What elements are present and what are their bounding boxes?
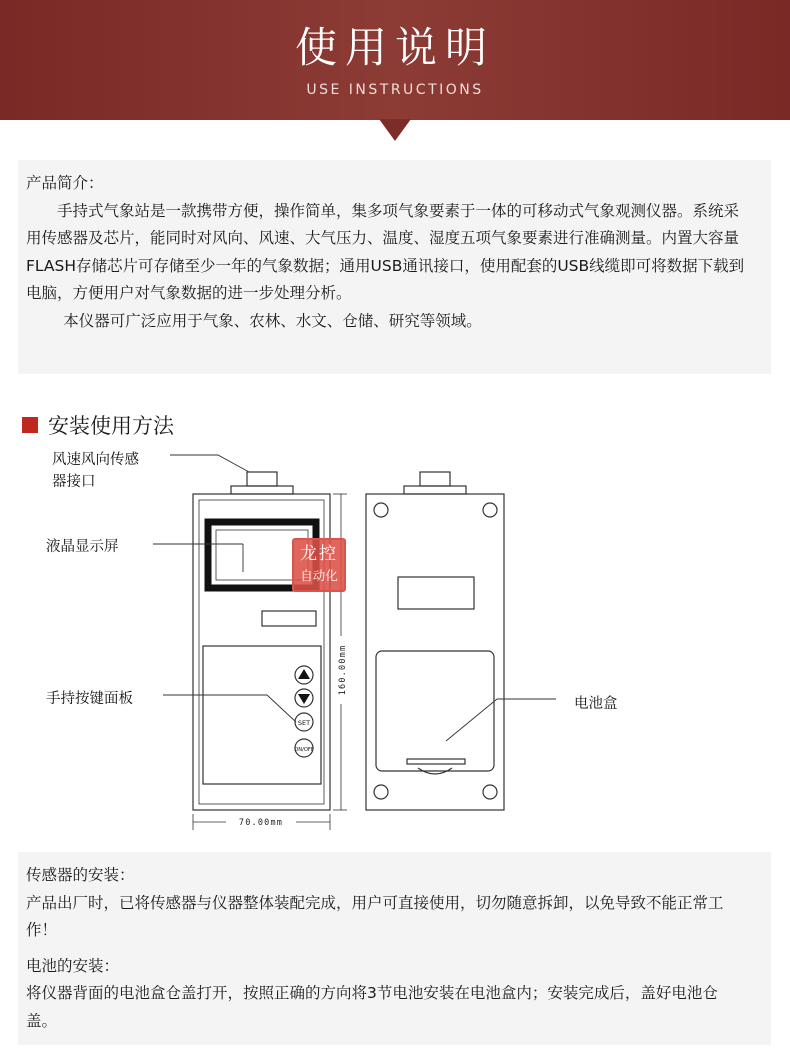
front-connector-base [231,486,293,494]
height-dimension: 160.00mm [338,644,348,696]
front-label-slot [262,611,316,626]
battery-latch [407,759,465,764]
watermark-stamp: 龙控 自动化 [292,538,346,592]
keypad-panel [203,646,321,784]
battery-box-outline [376,651,494,771]
intro-heading: 产品简介： [26,174,104,192]
up-arrow-icon [298,669,310,679]
page-title: 使用说明 [294,23,495,72]
screw-icon [374,785,388,799]
back-label-slot [398,577,474,609]
front-connector [247,472,277,486]
device-drawing [0,446,790,836]
back-connector-base [404,486,466,494]
intro-application: 本仪器可广泛应用于气象、农林、水文、仓储、研究等领域。 [63,311,482,330]
install-heading: 安装使用方法 [48,414,174,438]
screw-icon [483,503,497,517]
page-subtitle: USE INSTRUCTIONS [306,82,484,98]
width-dimension: 70.00mm [238,818,284,828]
device-diagram [0,446,790,836]
down-arrow-icon [298,694,310,704]
battery-box-label: 电池盒 [574,696,618,712]
keypad-label: 手持按键面板 [46,691,133,707]
battery-install-text: 将仪器背面的电池盒仓盖打开，按照正确的方向将3节电池安装在电池盒内；安装完成后，盖好电池仓盖。 [26,984,718,1030]
section-marker-icon [22,417,38,433]
screw-icon [483,785,497,799]
notes-panel [18,852,771,1045]
install-section-heading [22,412,174,438]
screw-icon [374,503,388,517]
header-banner [0,0,790,120]
banner-pointer [379,119,411,141]
sensor-port-label: 风速风向传感 器接口 [52,452,139,490]
sensor-install-text: 产品出厂时，已将传感器与仪器整体装配完成，用户可直接使用，切勿随意拆卸，以免导致不能正常工作！ [26,893,724,939]
back-body [366,494,504,810]
battery-install-heading: 电池的安装： [26,956,120,975]
back-connector [420,472,450,486]
onoff-key-label: ON/OFF [294,747,314,753]
lcd-label: 液晶显示屏 [46,539,119,555]
intro-paragraph: 手持式气象站是一款携带方便，操作简单，集多项气象要素于一体的可移动式气象观测仪器。系统采用传感器及芯片，能同时对风向、风速、大气压力、温度、湿度五项气象要素进行准确测量。内置大容量FLASH存储芯片可存储至少一年的气象数据；通用USB通讯接口，使用配套的USB线缆即可将数据下载到电脑，方便用户对气象数据的进一步处理分析。 [26,201,745,302]
sensor-install-heading: 传感器的安装： [26,866,135,884]
set-key-label: SET [297,719,311,727]
intro-panel [18,160,771,374]
